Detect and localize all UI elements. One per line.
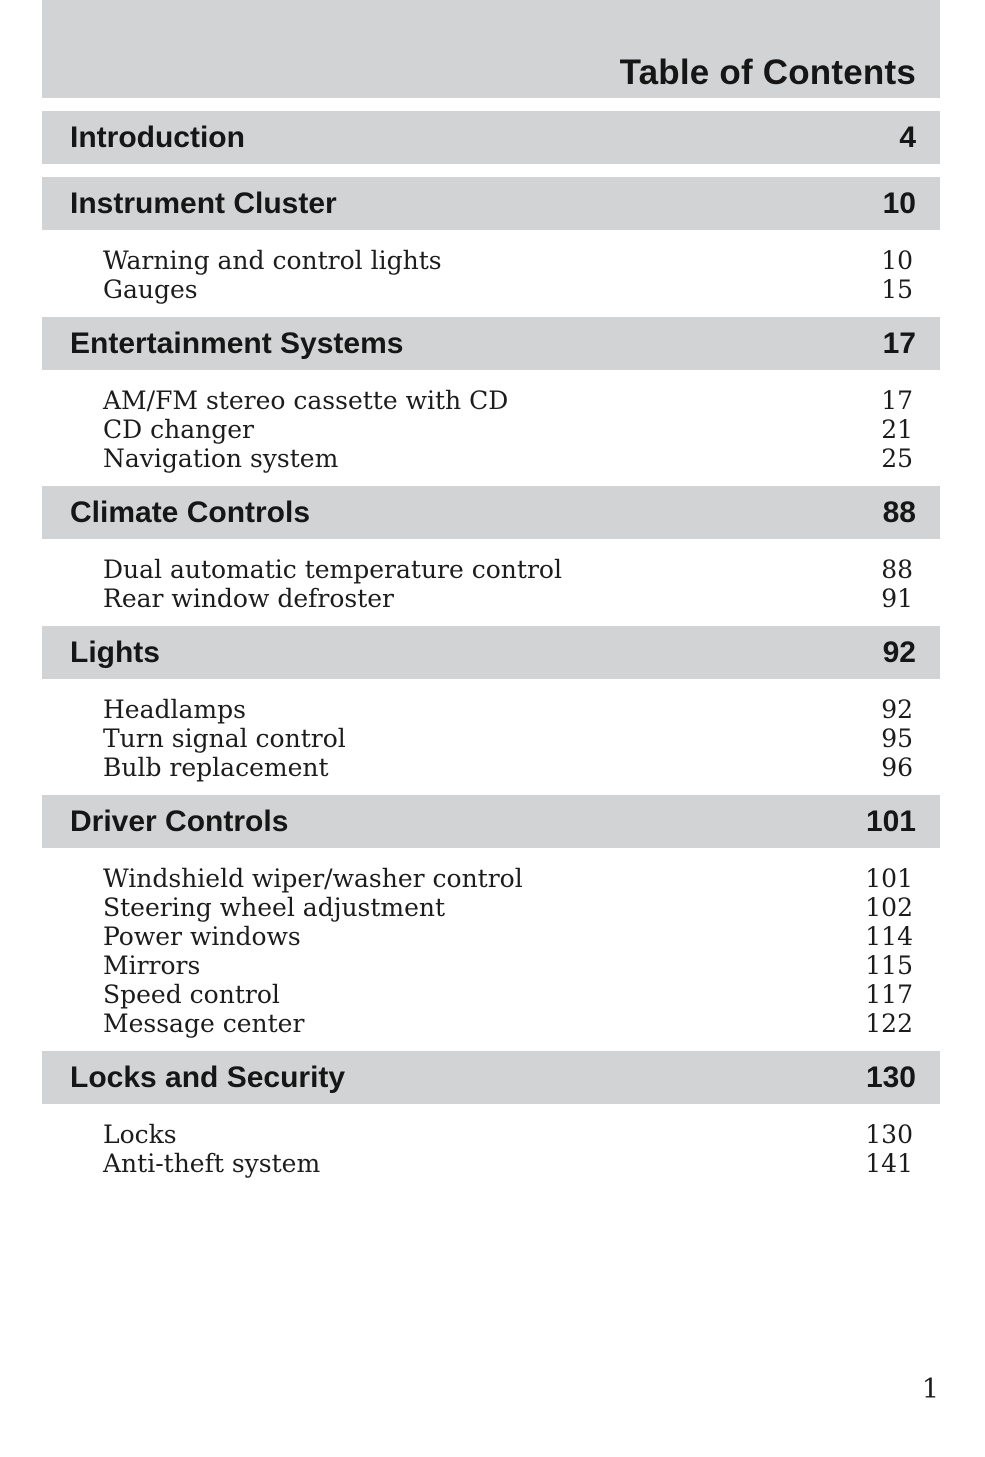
section-bar — [42, 317, 940, 370]
toc-item-label: Turn signal control — [103, 724, 346, 753]
toc-item-label: Warning and control lights — [103, 246, 442, 275]
toc-item-label: Anti-theft system — [103, 1149, 321, 1178]
toc-item-row — [103, 386, 913, 415]
toc-item-page-number: 95 — [881, 724, 913, 753]
toc-item-row — [103, 415, 913, 444]
toc-item-label: CD changer — [103, 415, 254, 444]
section-page-number: 92 — [882, 635, 916, 669]
toc-section — [0, 317, 985, 473]
toc-item-page-number: 115 — [865, 951, 913, 980]
toc-item-label: Power windows — [103, 922, 301, 951]
toc-item-row — [103, 980, 913, 1009]
toc-section — [0, 486, 985, 613]
toc-item-row — [103, 1149, 913, 1178]
toc-item-page-number: 117 — [865, 980, 913, 1009]
toc-item-row — [103, 555, 913, 584]
toc-item-label: Rear window defroster — [103, 584, 394, 613]
page-title: Table of Contents — [619, 53, 916, 92]
section-title: Lights — [70, 635, 160, 669]
section-items — [103, 848, 913, 1038]
toc-section — [0, 1051, 985, 1178]
toc-item-page-number: 122 — [865, 1009, 913, 1038]
toc-item-page-number: 96 — [881, 753, 913, 782]
section-bar — [42, 486, 940, 539]
toc-item-page-number: 25 — [881, 444, 913, 473]
section-title: Instrument Cluster — [70, 186, 337, 220]
section-title: Locks and Security — [70, 1060, 346, 1094]
section-bar — [42, 795, 940, 848]
toc-item-row — [103, 695, 913, 724]
section-bar — [42, 111, 940, 164]
section-items — [103, 370, 913, 473]
page-header-band — [42, 0, 940, 98]
toc-item-label: AM/FM stereo cassette with CD — [103, 386, 509, 415]
toc-item-page-number: 114 — [865, 922, 913, 951]
toc-item-row — [103, 275, 913, 304]
toc-item-page-number: 21 — [881, 415, 913, 444]
toc-item-label: Bulb replacement — [103, 753, 329, 782]
toc-sections — [0, 111, 985, 1178]
toc-item-page-number: 130 — [865, 1120, 913, 1149]
toc-item-page-number: 91 — [881, 584, 913, 613]
section-items — [103, 679, 913, 782]
toc-item-page-number: 101 — [865, 864, 913, 893]
toc-item-label: Message center — [103, 1009, 305, 1038]
section-items — [103, 230, 913, 304]
toc-item-page-number: 92 — [881, 695, 913, 724]
section-title: Driver Controls — [70, 804, 289, 838]
section-title: Entertainment Systems — [70, 326, 404, 360]
toc-item-page-number: 15 — [881, 275, 913, 304]
toc-section — [0, 177, 985, 304]
toc-item-row — [103, 753, 913, 782]
toc-item-row — [103, 922, 913, 951]
toc-section — [0, 626, 985, 782]
section-page-number: 88 — [882, 495, 916, 529]
toc-item-page-number: 88 — [881, 555, 913, 584]
toc-item-row — [103, 584, 913, 613]
toc-item-page-number: 17 — [881, 386, 913, 415]
section-bar — [42, 177, 940, 230]
section-page-number: 4 — [899, 120, 916, 154]
section-page-number: 130 — [865, 1060, 916, 1094]
section-bar — [42, 1051, 940, 1104]
toc-item-label: Gauges — [103, 275, 198, 304]
toc-item-label: Navigation system — [103, 444, 339, 473]
toc-section — [0, 795, 985, 1038]
toc-item-row — [103, 1120, 913, 1149]
toc-item-label: Locks — [103, 1120, 177, 1149]
toc-item-row — [103, 1009, 913, 1038]
toc-item-label: Windshield wiper/washer control — [103, 864, 523, 893]
toc-item-label: Dual automatic temperature control — [103, 555, 562, 584]
toc-item-row — [103, 864, 913, 893]
toc-item-row — [103, 951, 913, 980]
toc-section — [0, 111, 985, 164]
toc-item-row — [103, 444, 913, 473]
section-items — [103, 539, 913, 613]
toc-item-label: Headlamps — [103, 695, 246, 724]
section-page-number: 10 — [882, 186, 916, 220]
toc-item-row — [103, 246, 913, 275]
toc-item-row — [103, 893, 913, 922]
toc-item-label: Speed control — [103, 980, 280, 1009]
toc-item-page-number: 10 — [881, 246, 913, 275]
section-items — [103, 1104, 913, 1178]
toc-item-label: Mirrors — [103, 951, 201, 980]
section-page-number: 17 — [882, 326, 916, 360]
section-title: Introduction — [70, 120, 245, 154]
footer-page-number: 1 — [921, 1374, 939, 1405]
section-page-number: 101 — [865, 804, 916, 838]
section-bar — [42, 626, 940, 679]
toc-item-label: Steering wheel adjustment — [103, 893, 446, 922]
toc-item-row — [103, 724, 913, 753]
toc-item-page-number: 141 — [865, 1149, 913, 1178]
toc-item-page-number: 102 — [865, 893, 913, 922]
section-title: Climate Controls — [70, 495, 311, 529]
